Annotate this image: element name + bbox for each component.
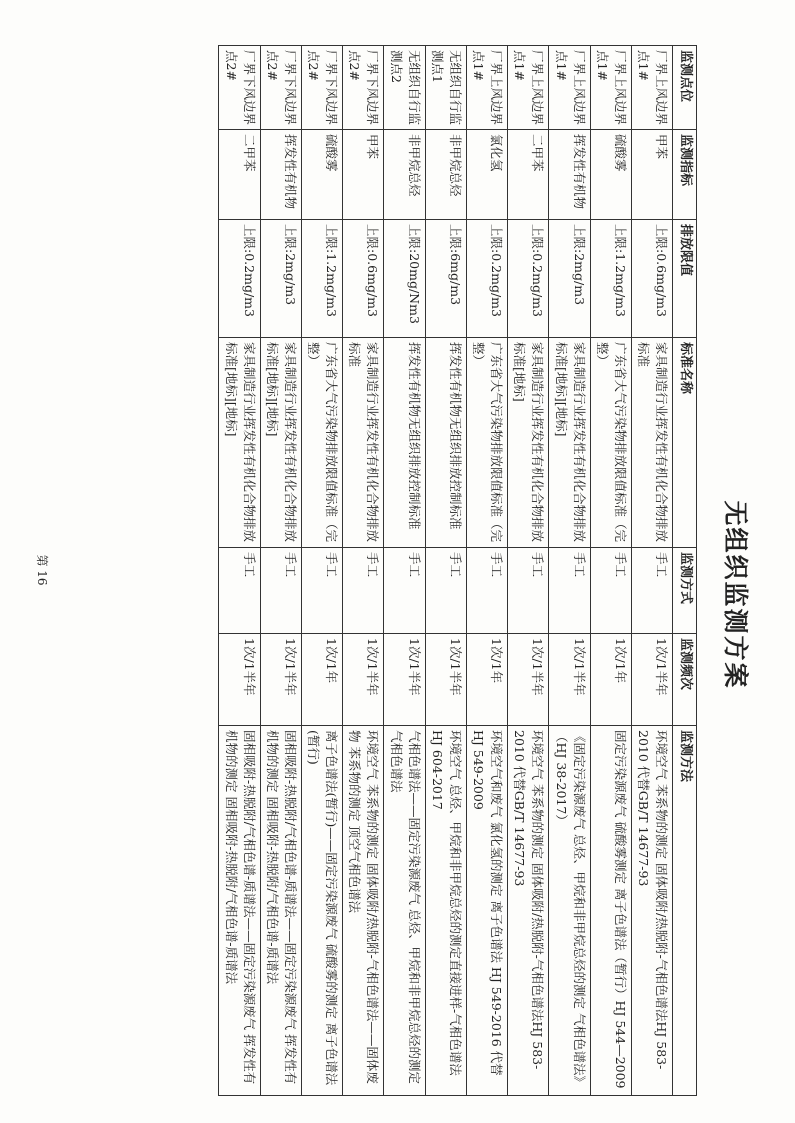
cell-indicator: 挥发性有机物 <box>260 130 301 220</box>
cell-point: 厂界下风边界点2# <box>219 46 260 130</box>
cell-frequency: 1次/1半年 <box>219 634 260 726</box>
cell-standard: 家具制造行业挥发性有机化合物排放标准[地标] <box>508 338 549 548</box>
cell-method: 固相吸附-热脱附/气相色谱-质谱法——固定污染源废气 挥发性有机物的测定 固相吸附-热脱附/气相色谱-质谱法 <box>260 726 301 1096</box>
cell-standard: 家具制造行业挥发性有机化合物排放标准[地标][地标] <box>549 338 590 548</box>
cell-frequency: 1次/1半年 <box>343 634 384 726</box>
table-row <box>590 46 631 1096</box>
cell-mode: 手工 <box>466 548 507 634</box>
cell-indicator: 挥发性有机物 <box>549 130 590 220</box>
header-frequency: 监测频次 <box>673 634 697 726</box>
cell-method: 环境空气 总烃、甲烷和非甲烷总烃的测定直接进样-气相色谱法 HJ 604-2017 <box>425 726 466 1096</box>
cell-mode: 手工 <box>384 548 425 634</box>
cell-limit: 上限:0.2mg/m3 <box>508 220 549 338</box>
cell-standard: 家具制造行业挥发性有机化合物排放标准[地标][地标] <box>260 338 301 548</box>
table-row <box>260 46 301 1096</box>
cell-limit: 上限:2mg/m3 <box>549 220 590 338</box>
cell-indicator: 氯化氢 <box>466 130 507 220</box>
cell-method: 《固定污染源废气 总烃、甲烷和非甲烷总烃的测定 气相色谱法》（HJ 38-2017） <box>549 726 590 1096</box>
cell-point: 厂界下风边界点2# <box>260 46 301 130</box>
header-standard: 标准名称 <box>673 338 697 548</box>
cell-mode: 手工 <box>508 548 549 634</box>
cell-indicator: 非甲烷总烃 <box>425 130 466 220</box>
table-row <box>425 46 466 1096</box>
cell-method: 固相吸附-热脱附/气相色谱-质谱法——固定污染源废气 挥发性有机物的测定 固相吸附-热脱附/气相色谱-质谱法 <box>219 726 260 1096</box>
cell-method: 固定污染源废气 硫酸雾测定 离子色谱法（暂行）HJ 544—2009 <box>590 726 631 1096</box>
cell-frequency: 1次/1半年 <box>631 634 672 726</box>
cell-limit: 上限:0.2mg/m3 <box>466 220 507 338</box>
cell-limit: 上限:1.2mg/m3 <box>301 220 342 338</box>
table-row <box>631 46 672 1096</box>
table-header-row <box>673 46 697 1096</box>
cell-method: 环境空气和废气 氯化氢的测定 离子色谱法 HJ 549-2016 代替HJ 549-2009 <box>466 726 507 1096</box>
cell-frequency: 1次/1半年 <box>508 634 549 726</box>
cell-mode: 手工 <box>631 548 672 634</box>
header-mode: 监测方式 <box>673 548 697 634</box>
cell-mode: 手工 <box>590 548 631 634</box>
cell-mode: 手工 <box>425 548 466 634</box>
cell-indicator: 非甲烷总烃 <box>384 130 425 220</box>
cell-frequency: 1次/1半年 <box>384 634 425 726</box>
cell-mode: 手工 <box>343 548 384 634</box>
cell-method: 环境空气 苯系物的测定 固体吸附/热脱附-气相色谱法HJ 583-2010 代替GB/T 14677-93 <box>508 726 549 1096</box>
cell-method: 环境空气 苯系物的测定 固体吸附/热脱附-气相色谱法——固体废物 苯系物的测定 顶空气相色谱法 <box>343 726 384 1096</box>
cell-mode: 手工 <box>219 548 260 634</box>
table-row <box>549 46 590 1096</box>
cell-point: 厂界下风边界点2# <box>301 46 342 130</box>
cell-limit: 上限:0.2mg/m3 <box>219 220 260 338</box>
table-row <box>343 46 384 1096</box>
cell-point: 厂界下风边界点2# <box>343 46 384 130</box>
cell-point: 无组织自行监测点1 <box>425 46 466 130</box>
cell-standard: 家具制造行业挥发性有机化合物排放标准 <box>631 338 672 548</box>
cell-frequency: 1次/1半年 <box>549 634 590 726</box>
table-row <box>508 46 549 1096</box>
cell-limit: 上限:1.2mg/m3 <box>590 220 631 338</box>
cell-mode: 手工 <box>301 548 342 634</box>
cell-point: 厂界上风边界点1# <box>631 46 672 130</box>
cell-mode: 手工 <box>260 548 301 634</box>
cell-point: 厂界上风边界点1# <box>590 46 631 130</box>
cell-limit: 上限:20mg/Nm3 <box>384 220 425 338</box>
cell-limit: 上限:6mg/m3 <box>425 220 466 338</box>
page-number: 第 16 <box>35 554 49 586</box>
cell-standard: 家具制造行业挥发性有机化合物排放标准[地标][地标] <box>219 338 260 548</box>
header-limit: 排放限值 <box>673 220 697 338</box>
header-indicator: 监测指标 <box>673 130 697 220</box>
header-point: 监测点位 <box>673 46 697 130</box>
cell-point: 无组织自行监测点2 <box>384 46 425 130</box>
cell-method: 环境空气 苯系物的测定 固体吸附/热脱附-气相色谱法HJ 583-2010 代替GB/T 14677-93 <box>631 726 672 1096</box>
cell-standard: 广东省大气污染物排放限值标准（完整） <box>466 338 507 548</box>
cell-standard: 挥发性有机物无组织排放控制标准 <box>384 338 425 548</box>
page-title: 无组织监测方案 <box>721 500 750 690</box>
cell-point: 厂界上风边界点1# <box>549 46 590 130</box>
cell-frequency: 1次/1年 <box>590 634 631 726</box>
cell-frequency: 1次/1半年 <box>425 634 466 726</box>
table-row <box>301 46 342 1096</box>
table-row <box>219 46 260 1096</box>
table-row <box>466 46 507 1096</box>
cell-indicator: 硫酸雾 <box>590 130 631 220</box>
cell-frequency: 1次/1年 <box>466 634 507 726</box>
cell-standard: 挥发性有机物无组织排放控制标准 <box>425 338 466 548</box>
cell-standard: 家具制造行业挥发性有机化合物排放标准 <box>343 338 384 548</box>
cell-limit: 上限:0.6mg/m3 <box>631 220 672 338</box>
cell-indicator: 二甲苯 <box>508 130 549 220</box>
cell-frequency: 1次/1年 <box>301 634 342 726</box>
cell-standard: 广东省大气污染物排放限值标准（完整） <box>590 338 631 548</box>
header-method: 监测方法 <box>673 726 697 1096</box>
cell-indicator: 甲苯 <box>343 130 384 220</box>
cell-point: 厂界上风边界点1# <box>508 46 549 130</box>
cell-limit: 上限:2mg/m3 <box>260 220 301 338</box>
cell-point: 厂界上风边界点1# <box>466 46 507 130</box>
cell-limit: 上限:0.6mg/m3 <box>343 220 384 338</box>
table-row <box>384 46 425 1096</box>
cell-standard: 广东省大气污染物排放限值标准（完整） <box>301 338 342 548</box>
monitoring-plan-table <box>218 45 697 1096</box>
cell-indicator: 甲苯 <box>631 130 672 220</box>
cell-indicator: 二甲苯 <box>219 130 260 220</box>
cell-frequency: 1次/1半年 <box>260 634 301 726</box>
cell-method: 离子色谱法(暂行)——固定污染源废气 硫酸雾的测定 离子色谱法(暂行) <box>301 726 342 1096</box>
cell-indicator: 硫酸雾 <box>301 130 342 220</box>
cell-method: 气相色谱法——固定污染源废气 总烃、甲烷和非甲烷总烃的测定 气相色谱法 <box>384 726 425 1096</box>
cell-mode: 手工 <box>549 548 590 634</box>
